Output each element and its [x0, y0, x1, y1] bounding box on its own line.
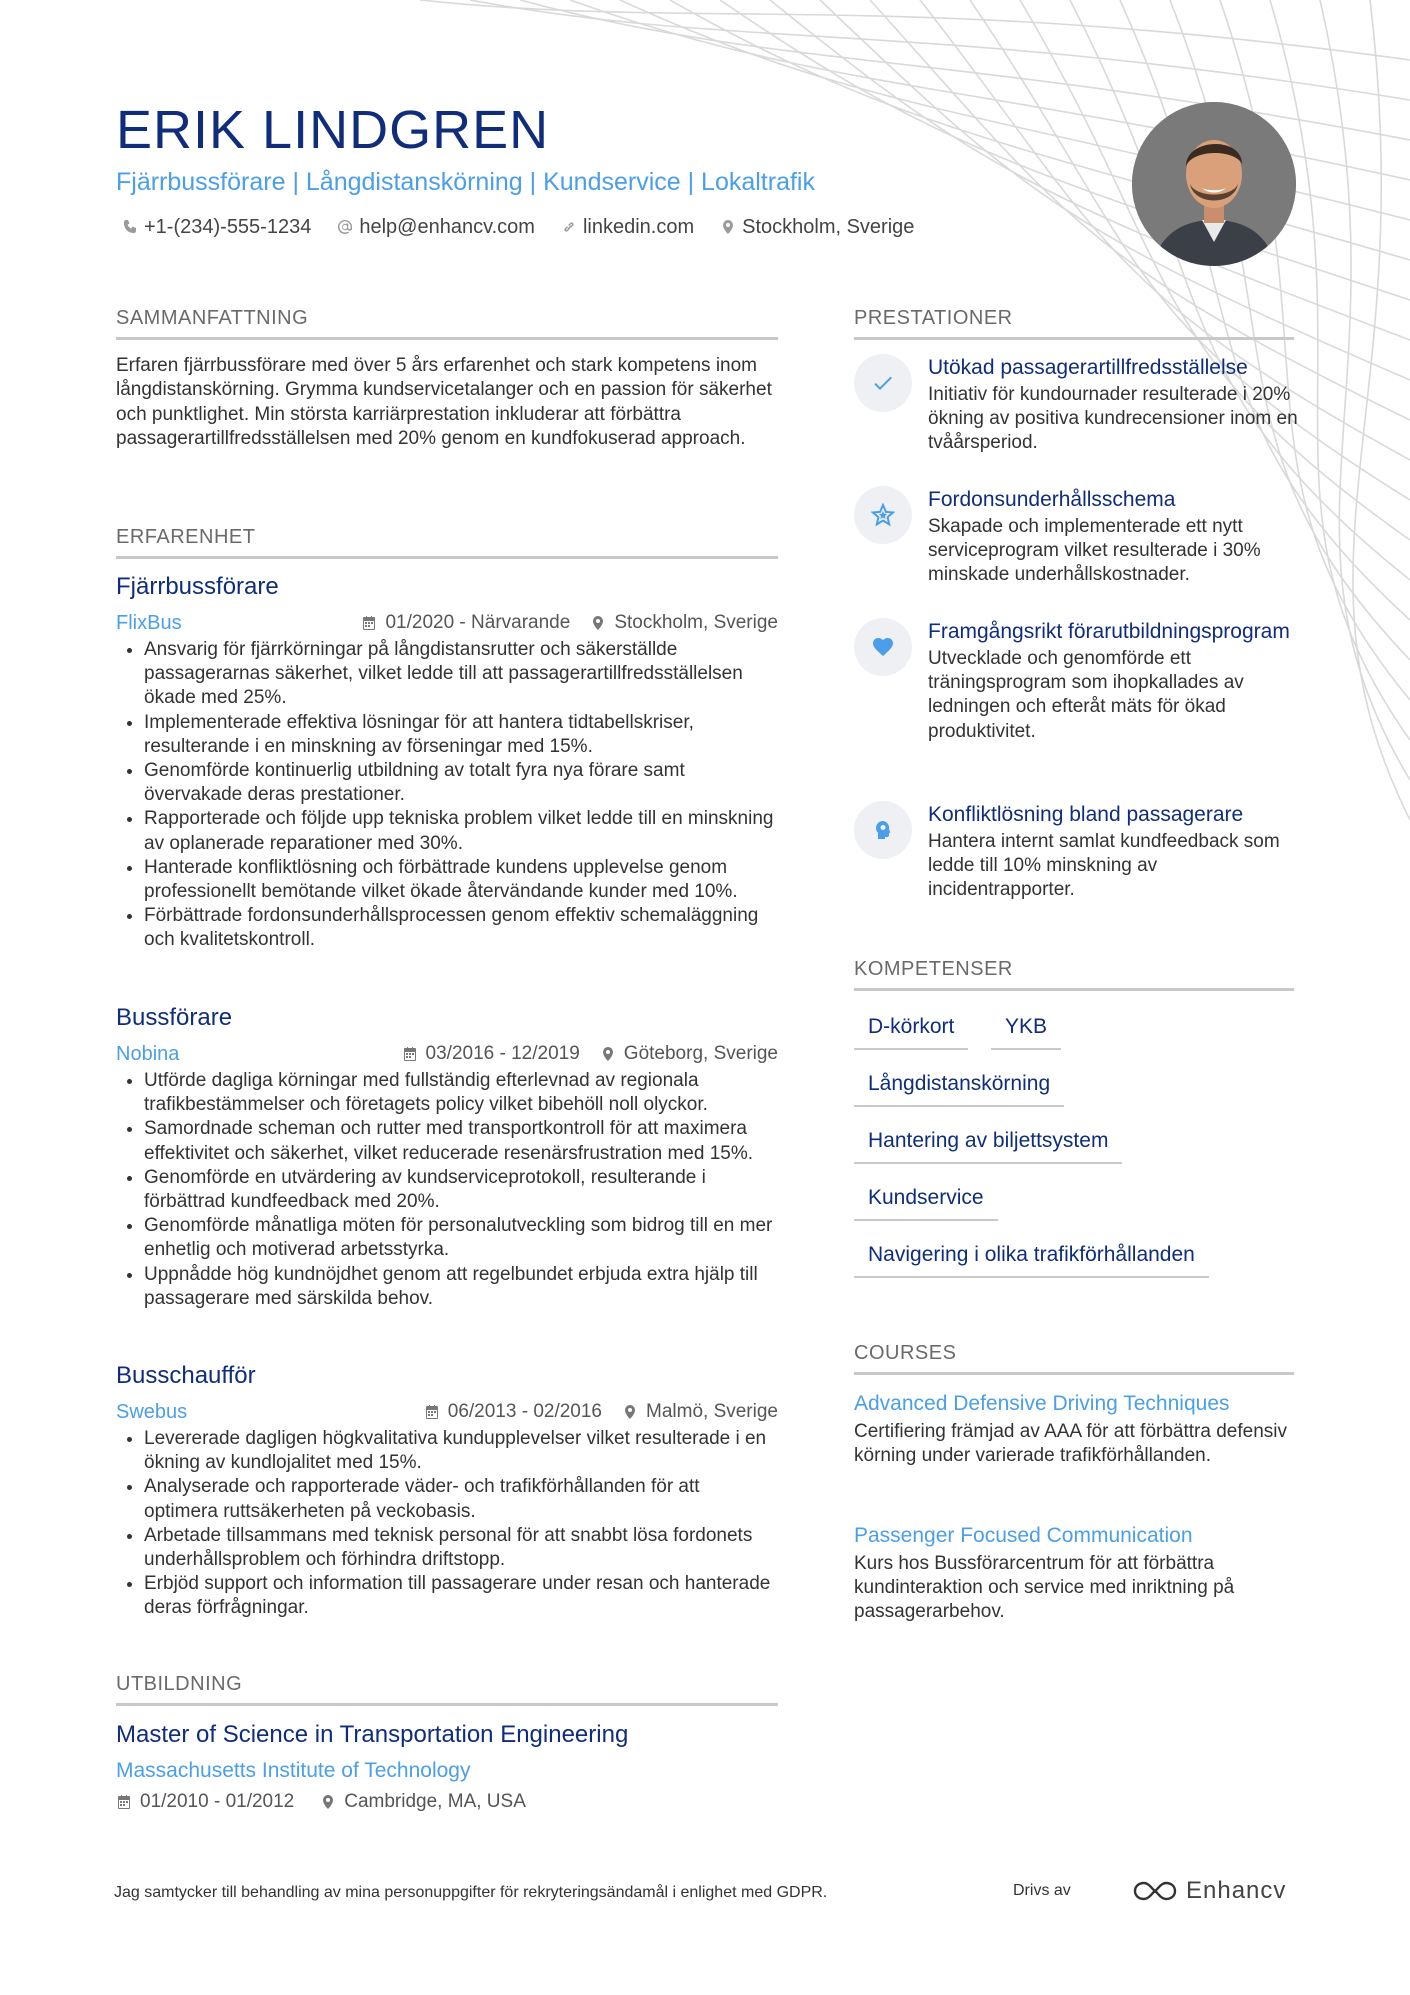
company-name: Swebus	[116, 1401, 188, 1423]
job-dates-text: 03/2016 - 12/2019	[425, 1043, 580, 1064]
powered-by-label: Drivs av	[1013, 1882, 1071, 1899]
job-entry	[116, 572, 778, 953]
achievement-body	[928, 801, 1304, 903]
job-meta-right	[402, 1039, 778, 1069]
location-pin-icon	[320, 1794, 336, 1810]
job-bullets	[116, 638, 778, 953]
achievement-icon-badge	[854, 486, 912, 544]
summary-text: Erfaren fjärrbussförare med över 5 års erfarenhet och stark kompetens inom långdistanskörning. Grymma kundservicetalanger och en passion för säkerhet och punktlighet. Min största karriärprestation inkluderar att förbättra passagerartillfredsställelsen med 20% genom en kundfokuserad approach.	[116, 355, 772, 449]
achievement-title: Konfliktlösning bland passagerare	[928, 803, 1244, 826]
job-meta	[116, 1397, 778, 1427]
achievement-desc: Hantera internt samlat kundfeedback som ledde till 10% minskning av incidentrapporter.	[928, 831, 1280, 901]
calendar-icon	[424, 1404, 440, 1420]
job-bullets	[116, 1427, 778, 1621]
job-meta-right	[361, 608, 778, 638]
course-title: Passenger Focused Communication	[854, 1524, 1193, 1547]
contact-phone[interactable]	[122, 213, 311, 241]
job-meta-right	[424, 1397, 778, 1427]
contact-location	[720, 213, 914, 241]
avatar	[1132, 102, 1296, 266]
heart-icon	[871, 635, 895, 659]
job-bullet: • Arbetade tillsammans med teknisk personal för att snabbt lösa fordonets underhållsproblem och förhindra driftstopp.	[144, 1524, 778, 1572]
achievement-icon-badge	[854, 618, 912, 676]
education-dates-text: 01/2010 - 01/2012	[140, 1791, 295, 1812]
education-location	[320, 1788, 526, 1816]
location-pin-icon	[720, 219, 736, 235]
job-bullet: • Analyserade och rapporterade väder- och trafikförhållanden för att optimera ruttsäkerheten på veckobasis.	[144, 1475, 778, 1523]
job-location-text: Stockholm, Sverige	[614, 612, 778, 633]
job-title: Busschaufför	[116, 1362, 256, 1389]
job-dates	[361, 608, 570, 638]
achievement-icon-badge	[854, 354, 912, 412]
job-meta	[116, 608, 778, 638]
job-bullet: • Genomförde kontinuerlig utbildning av totalt fyra nya förare samt övervakade deras prestationer.	[144, 759, 778, 807]
job-bullet: • Genomförde månatliga möten för personalutveckling som bidrog till en mer enhetlig och motiverad arbetsstyrka.	[144, 1214, 778, 1262]
calendar-icon	[361, 615, 377, 631]
head-icon	[871, 818, 895, 842]
job-entry	[116, 1003, 778, 1311]
job-bullet: • Samordnade scheman och rutter med transportkontroll för att maximera effektivitet och säkerhet, vilket reducerade resenärsfrustration med 15%.	[144, 1117, 778, 1165]
location-text: Stockholm, Sverige	[742, 216, 915, 238]
infinity-logo-icon	[1132, 1878, 1178, 1904]
section-title-achievements: PRESTATIONER	[854, 305, 1294, 340]
job-location	[622, 1397, 778, 1427]
course-title: Advanced Defensive Driving Techniques	[854, 1392, 1230, 1415]
job-bullet: • Genomförde en utvärdering av kundserviceprotokoll, resulterande i förbättrad kundfeedback med 20%.	[144, 1166, 778, 1214]
section-title-experience: ERFARENHET	[116, 524, 778, 559]
job-dates	[424, 1397, 602, 1427]
job-location-text: Malmö, Sverige	[646, 1401, 778, 1422]
skill-tag: D-körkort	[854, 1012, 968, 1050]
achievement-desc: Utvecklade och genomförde ett träningsprogram som ihopkallades av ledningen och efteråt mäts för ökad produktivitet.	[928, 648, 1244, 742]
job-dates-text: 06/2013 - 02/2016	[447, 1401, 602, 1422]
email-address: help@enhancv.com	[359, 216, 535, 238]
job-meta	[116, 1039, 778, 1069]
education-meta	[116, 1788, 526, 1816]
job-bullet: • Rapporterade och följde upp tekniska problem vilket ledde till en minskning av oplanerade reparationer med 30%.	[144, 807, 778, 855]
link-icon	[561, 219, 577, 235]
job-location	[600, 1039, 778, 1069]
achievement-title: Framgångsrikt förarutbildningsprogram	[928, 620, 1290, 643]
education-location-text: Cambridge, MA, USA	[344, 1791, 526, 1812]
linkedin-url: linkedin.com	[582, 216, 695, 238]
company-name: FlixBus	[116, 612, 182, 634]
achievement-desc: Skapade och implementerade ett nytt serviceprogram vilket resulterade i 30% minskade underhållskostnader.	[928, 516, 1261, 586]
job-bullet: • Erbjöd support och information till passagerare under resan och hanterade deras förfrågningar.	[144, 1572, 778, 1620]
section-title-summary: SAMMANFATTNING	[116, 305, 778, 340]
job-bullet: • Levererade dagligen högkvalitativa kundupplevelser vilket resulterade i en ökning av kundlojalitet med 15%.	[144, 1427, 778, 1475]
checkmark-icon	[871, 371, 895, 395]
job-entry	[116, 1361, 778, 1621]
achievement-title: Fordonsunderhållsschema	[928, 488, 1176, 511]
phone-icon	[122, 219, 138, 235]
education-degree: Master of Science in Transportation Engineering	[116, 1721, 629, 1748]
section-title-skills: KOMPETENSER	[854, 956, 1294, 991]
job-bullet: • Implementerade effektiva lösningar för att hantera tidtabellskriser, resulterande i en minskning av förseningar med 15%.	[144, 711, 778, 759]
profile-photo-icon	[1132, 102, 1296, 266]
location-pin-icon	[590, 615, 606, 631]
contact-email[interactable]	[337, 213, 535, 241]
company-name: Nobina	[116, 1043, 180, 1065]
achievement-body	[928, 354, 1304, 456]
skill-tag: Kundservice	[854, 1183, 998, 1221]
at-icon	[337, 219, 353, 235]
skill-tag: Långdistanskörning	[854, 1069, 1064, 1107]
course-desc: Certifiering främjad av AAA för att förbättra defensiv körning under varierade trafikförhållanden.	[854, 1421, 1287, 1467]
brand-name: Enhancv	[1186, 1877, 1287, 1904]
calendar-icon	[402, 1046, 418, 1062]
enhancv-logo[interactable]	[1132, 1876, 1286, 1906]
education-school: Massachusetts Institute of Technology	[116, 1759, 471, 1782]
course-item	[854, 1390, 1304, 1468]
job-dates	[402, 1039, 580, 1069]
job-bullet: • Förbättrade fordonsunderhållsprocessen genom effektiv schemaläggning och kvalitetskontroll.	[144, 904, 778, 952]
location-pin-icon	[600, 1046, 616, 1062]
candidate-tagline: Fjärrbussförare | Långdistanskörning | Kundservice | Lokaltrafik	[116, 168, 815, 196]
candidate-name: ERIK LINDGREN	[116, 100, 550, 160]
job-bullets	[116, 1069, 778, 1311]
skill-tag: Navigering i olika trafikförhållanden	[854, 1240, 1209, 1278]
contact-linkedin[interactable]	[561, 213, 694, 241]
section-title-courses: COURSES	[854, 1340, 1294, 1375]
phone-number: +1-(234)-555-1234	[144, 216, 312, 238]
achievement-title: Utökad passagerartillfredsställelse	[928, 356, 1248, 379]
job-bullet: • Uppnådde hög kundnöjdhet genom att regelbundet erbjuda extra hjälp till passagerare med särskilda behov.	[144, 1263, 778, 1311]
contact-bar	[122, 213, 914, 241]
job-dates-text: 01/2020 - Närvarande	[385, 612, 571, 633]
skill-tag: Hantering av biljettsystem	[854, 1126, 1122, 1164]
section-title-education: UTBILDNING	[116, 1671, 778, 1706]
gdpr-consent: Jag samtycker till behandling av mina personuppgifter för rekryteringsändamål i enlighet med GDPR.	[114, 1884, 828, 1901]
job-location-text: Göteborg, Sverige	[623, 1043, 778, 1064]
achievement-body	[928, 486, 1304, 588]
job-bullet: • Hanterade konfliktlösning och förbättrade kundens upplevelse genom professionellt bemötande vilket ökade återvändande kunder med 10%.	[144, 856, 778, 904]
education-dates	[116, 1788, 294, 1816]
achievement-desc: Initiativ för kundournader resulterade i 20% ökning av positiva kundrecensioner inom en tvåårsperiod.	[928, 384, 1298, 454]
location-pin-icon	[622, 1404, 638, 1420]
job-title: Bussförare	[116, 1004, 233, 1031]
job-bullet: • Ansvarig för fjärrkörningar på långdistansrutter och säkerställde passagerarnas säkerhet, vilket ledde till att passagerartillfredsställelsen ökade med 25%.	[144, 638, 778, 711]
course-desc: Kurs hos Bussförarcentrum för att förbättra kundinteraktion och service med inriktning på passagerarbehov.	[854, 1553, 1235, 1623]
course-item	[854, 1522, 1304, 1625]
calendar-icon	[116, 1794, 132, 1810]
achievement-icon-badge	[854, 801, 912, 859]
star-icon	[871, 503, 895, 527]
skill-tag: YKB	[991, 1012, 1061, 1050]
job-bullet: • Utförde dagliga körningar med fullständig efterlevnad av regionala trafikbestämmelser och företagets policy vilket bibehöll noll olyckor.	[144, 1069, 778, 1117]
job-title: Fjärrbussförare	[116, 573, 279, 600]
achievement-body	[928, 618, 1304, 744]
job-location	[590, 608, 778, 638]
